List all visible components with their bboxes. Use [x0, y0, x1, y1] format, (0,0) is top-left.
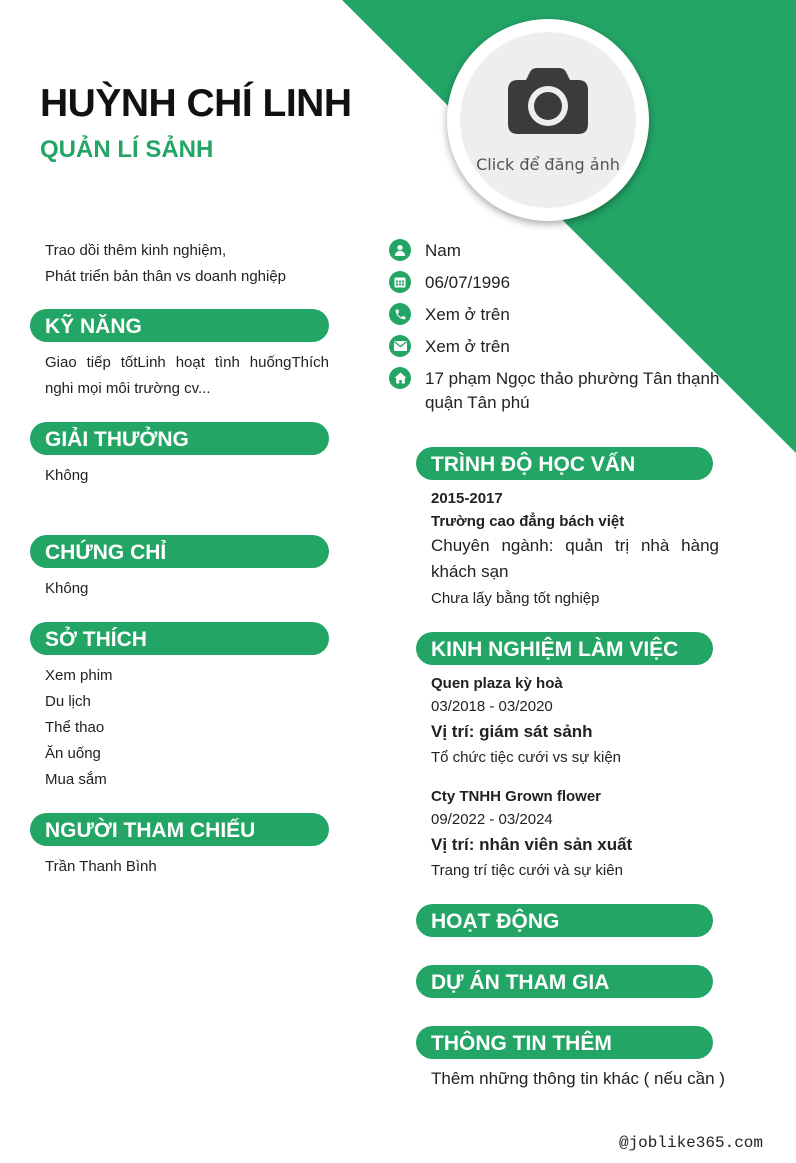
education-school: Trường cao đẳng bách việt — [431, 513, 625, 530]
address-value: 17 phạm Ngọc thảo phường Tân thạnh quận Tân phú — [425, 369, 720, 412]
skills-heading: KỸ NĂNG — [30, 309, 329, 342]
footer-brand: @joblike365.com — [618, 1134, 763, 1152]
activities-heading: HOẠT ĐỘNG — [416, 904, 713, 937]
experience-heading: KINH NGHIỆM LÀM VIỆC — [416, 632, 713, 665]
hobbies-heading: SỞ THÍCH — [30, 622, 329, 655]
candidate-name: HUỲNH CHÍ LINH — [40, 82, 352, 125]
objective-line: Phát triển bản thân vs doanh nghiệp — [45, 268, 287, 285]
email-value: Xem ở trên — [425, 337, 510, 356]
list-item: Thể thao — [45, 719, 105, 736]
references-heading: NGƯỜI THAM CHIẾU — [30, 813, 329, 846]
more-info-heading: THÔNG TIN THÊM — [416, 1026, 713, 1059]
camera-icon — [508, 68, 588, 134]
contact-birthdate — [389, 271, 725, 295]
certificates-heading: CHỨNG CHỈ — [30, 535, 329, 568]
job-description: Trang trí tiệc cưới và sự kiên — [431, 862, 623, 879]
job-period: 09/2022 - 03/2024 — [431, 811, 553, 828]
list-item: Ăn uống — [45, 745, 101, 762]
phone-value: Xem ở trên — [425, 305, 510, 324]
education-note: Chưa lấy bằng tốt nghiệp — [431, 590, 600, 607]
gender-value: Nam — [425, 241, 461, 260]
job-role: Vị trí: nhân viên sản xuất — [431, 835, 633, 854]
photo-caption: Click để đăng ảnh — [476, 155, 620, 174]
certificates-text: Không — [45, 580, 89, 597]
user-icon — [389, 239, 411, 261]
skills-text: Giao tiếp tốtLinh hoạt tình huốngThích nghi mọi môi trường cv... — [45, 354, 329, 397]
birthdate-value: 06/07/1996 — [425, 273, 511, 292]
list-item: Xem phim — [45, 667, 113, 684]
phone-icon — [389, 303, 411, 325]
education-heading: TRÌNH ĐỘ HỌC VẤN — [416, 447, 713, 480]
projects-heading: DỰ ÁN THAM GIA — [416, 965, 713, 998]
candidate-position: QUẢN LÍ SẢNH — [40, 136, 214, 163]
references-text: Trần Thanh Bình — [45, 858, 157, 875]
awards-text: Không — [45, 467, 89, 484]
education-period: 2015-2017 — [431, 490, 503, 507]
home-icon — [389, 367, 411, 389]
awards-heading: GIẢI THƯỞNG — [30, 422, 329, 455]
contact-email — [389, 335, 725, 359]
job-role: Vị trí: giám sát sảnh — [431, 722, 593, 741]
job-company: Cty TNHH Grown flower — [431, 788, 602, 805]
email-icon — [389, 335, 411, 357]
job-period: 03/2018 - 03/2020 — [431, 698, 553, 715]
contact-gender — [389, 239, 725, 263]
list-item: Mua sắm — [45, 771, 107, 788]
photo-upload[interactable] — [447, 19, 649, 221]
objective-line: Trao dồi thêm kinh nghiệm, — [45, 242, 227, 259]
job-description: Tổ chức tiệc cưới vs sự kiện — [431, 749, 622, 766]
photo-placeholder[interactable] — [460, 32, 636, 208]
job-company: Quen plaza kỳ hoà — [431, 675, 563, 692]
calendar-icon — [389, 271, 411, 293]
hobbies-list — [45, 663, 113, 793]
education-major: Chuyên ngành: quản trị nhà hàng khách sạn — [431, 536, 719, 581]
list-item: Du lịch — [45, 693, 91, 710]
more-info-text: Thêm những thông tin khác ( nếu cần ) — [431, 1069, 725, 1088]
contact-phone — [389, 303, 725, 327]
career-objective — [45, 238, 286, 290]
contact-address — [389, 367, 725, 415]
